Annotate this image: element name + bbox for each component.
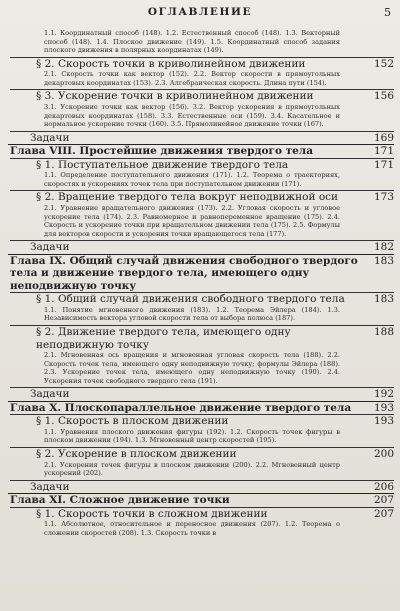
toc-page-number: 171 bbox=[373, 145, 394, 158]
toc-subsections: 2.1. Уравнение вращательного движения (173). 2.2. Угловая скорость и угловое ускорение тела (174). 2.3. Равномерное и равнопеременное вращение (175). 2.4. Скорость и ускорение точки при вращательном движении тела (175). 2.5. Формулы для векторов скорости и ускорения точки вращающегося тела (177). bbox=[44, 203, 340, 238]
toc-section bbox=[0, 293, 400, 306]
toc-page-number: 207 bbox=[373, 507, 394, 520]
page-header bbox=[0, 6, 400, 26]
page-number: 5 bbox=[384, 6, 391, 19]
toc-section-title: § 1. Скорость в плоском движении bbox=[36, 415, 229, 428]
toc-chapter bbox=[0, 255, 400, 293]
toc-section bbox=[0, 58, 400, 71]
toc-chapter bbox=[0, 494, 400, 507]
toc-page-number: 207 bbox=[373, 494, 394, 507]
toc-page-number: 193 bbox=[373, 415, 394, 428]
toc-section bbox=[0, 90, 400, 103]
toc-chapter-title: Глава VIII. Простейшие движения твердого тела bbox=[10, 145, 314, 158]
toc-section-title: § 2. Ускорение в плоском движении bbox=[36, 448, 237, 461]
toc-section bbox=[0, 191, 400, 204]
toc-page-number: 183 bbox=[373, 254, 394, 267]
toc-tasks bbox=[0, 388, 400, 401]
toc-section-title: § 3. Ускорение точки в криволинейном движении bbox=[36, 90, 314, 103]
toc-page-number: 156 bbox=[373, 90, 394, 103]
toc-page-number: 193 bbox=[373, 401, 394, 414]
toc-chapter bbox=[0, 145, 400, 158]
toc-page-number: 192 bbox=[373, 388, 394, 401]
toc-section-title: § 1. Поступательное движение твердого тела bbox=[36, 158, 289, 171]
toc-chapter bbox=[0, 402, 400, 415]
toc-page-number: 173 bbox=[373, 191, 394, 204]
toc-page-number: 169 bbox=[373, 131, 394, 144]
toc-tasks-label: Задачи bbox=[30, 241, 70, 254]
toc-tasks bbox=[0, 241, 400, 254]
toc-subsections: 1.1. Определение поступательного движения (171). 1.2. Теорема о траекториях, скоростях и ускорениях точек тела при поступательном движении (171). bbox=[44, 171, 340, 188]
toc-section bbox=[0, 326, 400, 351]
toc-tasks-label: Задачи bbox=[30, 131, 70, 144]
toc-subsections: 1.1. Уравнения плоского движения фигуры (192). 1.2. Скорость точек фигуры в плоском движении (194). 1.3. Мгновенный центр скоростей (195). bbox=[44, 427, 340, 445]
toc-subsections: 1.1. Координатный способ (148). 1.2. Естественный способ (148). 1.3. Векторный способ (148). 1.4. Плоское движение (149). 1.5. Координатный способ задания плоского движения в полярных координатах (149). bbox=[44, 29, 340, 55]
toc-section bbox=[0, 159, 400, 172]
toc-subsections: 3.1. Ускорение точки как вектор (156). 3.2. Вектор ускорения в прямоугольных декартовых координатах (158). 3.3. Естественные оси (159). 3.4. Касательное и нормальное ускорение точки (160). 3.5. Прямолинейное движение точки (167). bbox=[44, 102, 340, 129]
toc-section-title: § 2. Скорость точки в криволинейном движении bbox=[36, 57, 306, 70]
toc-page-number: 200 bbox=[373, 448, 394, 461]
toc-subsections: 1.1. Понятие мгновенного движения (183). 1.2. Теорема Эйлера (184). 1.3. Независимость вектора угловой скорости тела от выбора полюса (187). bbox=[44, 305, 340, 323]
toc-subsections: 1.1. Абсолютное, относительное и переносное движения (207). 1.2. Теорема о сложении скоростей (208). 1.3. Скорость точки в bbox=[44, 520, 340, 537]
toc-chapter-title: Глава XI. Сложное движение точки bbox=[10, 494, 230, 507]
toc-page-number: 182 bbox=[373, 241, 394, 254]
toc-tasks bbox=[0, 481, 400, 494]
toc-section bbox=[0, 508, 400, 521]
toc-tasks bbox=[0, 132, 400, 145]
toc-section-title: § 2. Движение твердого тела, имеющего одну неподвижную точку bbox=[36, 326, 291, 351]
toc-section-title: § 1. Общий случай движения свободного твердого тела bbox=[36, 293, 345, 306]
toc-section-title: § 1. Скорость точки в сложном движении bbox=[36, 507, 268, 520]
toc-tasks-label: Задачи bbox=[30, 388, 70, 401]
toc-chapter-title: Глава X. Плоскопараллельное движение твердого тела bbox=[10, 401, 352, 414]
page-title: ОГЛАВЛЕНИЕ bbox=[147, 6, 253, 18]
toc-page-number: 171 bbox=[373, 158, 394, 171]
toc-tasks-label: Задачи bbox=[30, 480, 70, 493]
toc-page-number: 183 bbox=[373, 293, 394, 306]
toc-page-number: 152 bbox=[373, 57, 394, 70]
toc-page-number: 206 bbox=[373, 480, 394, 493]
toc-subsections: 2.1. Скорость точки как вектор (152). 2.2. Вектор скорости в прямоугольных декартовых координатах (153). 2.3. Алгебраическая скорость. Длина пути (154). bbox=[44, 70, 340, 87]
table-of-contents bbox=[0, 29, 400, 537]
toc-subsections: 2.1. Ускорения точек фигуры в плоском движении (200). 2.2. Мгновенный центр ускорений (202). bbox=[44, 460, 340, 478]
toc-section bbox=[0, 415, 400, 428]
toc-subsections: 2.1. Мгновенная ось вращения и мгновенная угловая скорость тела (188). 2.2. Скорость точек тела, имеющего одну неподвижную точку; формулы Эйлера (188). 2.3. Ускорение точек тела, имеющего одну неподвижную точку (190). 2.4. Ускорения точек свободного твердого тела (191). bbox=[44, 351, 340, 385]
toc-section-title: § 2. Вращение твердого тела вокруг неподвижной оси bbox=[36, 191, 339, 204]
toc-chapter-title: Глава IX. Общий случай движения свободного твердого тела и движение твердого тела, имеющего одну неподвижную точку bbox=[10, 254, 358, 292]
toc-page-number: 188 bbox=[373, 326, 394, 338]
toc-section bbox=[0, 448, 400, 461]
